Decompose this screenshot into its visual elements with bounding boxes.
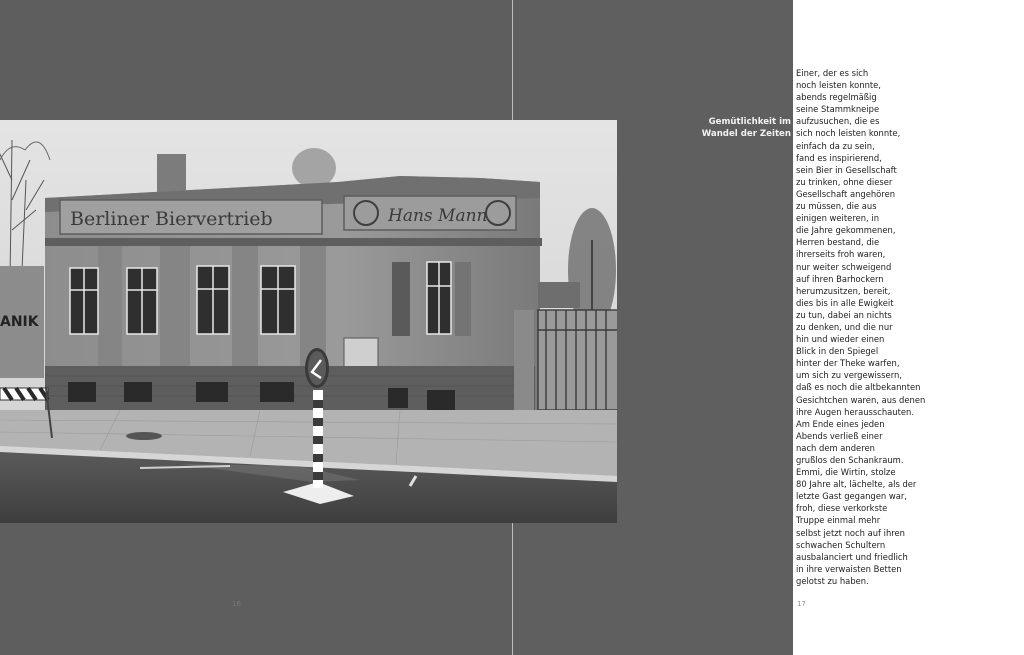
body-text-line: herumzusitzen, bereit, (796, 285, 891, 296)
body-text-line: fand es inspirierend, (796, 152, 882, 163)
body-text-line: grußlos den Schankraum. (796, 455, 904, 465)
side-panel (455, 262, 471, 336)
body-text-line: Herren bestand, die (796, 237, 880, 248)
distant-roof (538, 282, 580, 308)
tree-top (292, 148, 336, 188)
shop-sign-text: ANIK (0, 314, 39, 330)
body-text-line: noch leisten konnte, (796, 80, 881, 91)
page-number-left: 16 (232, 600, 241, 608)
manhole (126, 432, 162, 440)
body-text-line: aufzusuchen, die es (796, 116, 880, 127)
body-text-line: dies bis in alle Ewigkeit (796, 297, 894, 308)
body-text-line: Blick in den Spiegel (796, 346, 879, 357)
body-text-line: Gesellschaft angehören (796, 188, 896, 199)
body-text-line: einigen weiteren, in (796, 213, 879, 224)
body-text-line: zu denken, und die nur (796, 321, 893, 332)
body-text-line: sein Bier in Gesellschaft (796, 164, 897, 175)
body-text-line: 80 Jahre alt, lächelte, als der (796, 479, 917, 490)
photograph-beer-distributor-building (0, 120, 617, 523)
body-text-line: die Jahre gekommenen, (796, 225, 896, 236)
image-caption (681, 116, 791, 140)
body-text-line: Truppe einmal mehr (796, 515, 881, 526)
body-text-line: Einer, der es sich (796, 68, 869, 78)
notice-box (344, 338, 378, 368)
body-text-line: Emmi, die Wirtin, stolze (796, 467, 896, 478)
body-text-line: Am Ende eines jeden (796, 418, 885, 429)
body-text-line: daß es noch die altbekannten (796, 382, 921, 393)
body-text-line: letzte Gast gegangen war, (796, 491, 907, 502)
body-text-line: zu müssen, die aus (796, 201, 877, 212)
chimney (157, 154, 186, 192)
body-text-line: Gesichtchen waren, aus denen (796, 394, 926, 405)
body-text-line: seine Stammkneipe (796, 104, 880, 115)
body-text-line: gelotst zu haben. (796, 575, 869, 586)
body-text (796, 67, 956, 587)
body-text-line: ihre Augen herausschauten. (796, 406, 915, 417)
photo-illustration (0, 120, 617, 523)
shuttered-window (392, 262, 410, 336)
body-text-line: einfach da zu sein, (796, 140, 875, 151)
page-number-right: 17 (797, 600, 806, 608)
body-text-line: froh, diese verkorkste (796, 503, 888, 514)
body-text-line: Abends verließ einer (796, 430, 883, 441)
body-text-line: abends regelmäßig (796, 92, 877, 103)
body-text-line: nach dem anderen (796, 442, 875, 453)
body-text-line: hin und wieder einen (796, 334, 885, 345)
caption-line: Gemütlichkeit im (708, 117, 791, 127)
body-text-line: ihrerseits froh waren, (796, 249, 886, 260)
gate-pillar (514, 310, 534, 410)
body-text-line: selbst jetzt noch auf ihren (796, 527, 905, 538)
body-text-line: um sich zu vergewissern, (796, 370, 902, 381)
sign-brand-text: Hans Mann (388, 206, 488, 226)
sign-main-text: Berliner Biervertrieb (70, 208, 273, 230)
body-text-line: nur weiter schweigend (796, 261, 892, 272)
body-text-line: schwachen Schultern (796, 539, 886, 550)
body-text-line: zu tun, dabei an nichts (796, 309, 892, 320)
body-text-line: in ihre verwaisten Betten (796, 563, 902, 574)
body-text-line: zu trinken, ohne dieser (796, 176, 893, 187)
body-text-line: auf ihren Barhockern (796, 273, 884, 284)
caption-line: Wandel der Zeiten (701, 129, 791, 139)
body-text-line: ausbalanciert und friedlich (796, 551, 908, 562)
iron-gate (538, 310, 617, 410)
body-text-line: sich noch leisten konnte, (796, 128, 901, 139)
body-text-line: hinter der Theke warfen, (796, 358, 900, 369)
